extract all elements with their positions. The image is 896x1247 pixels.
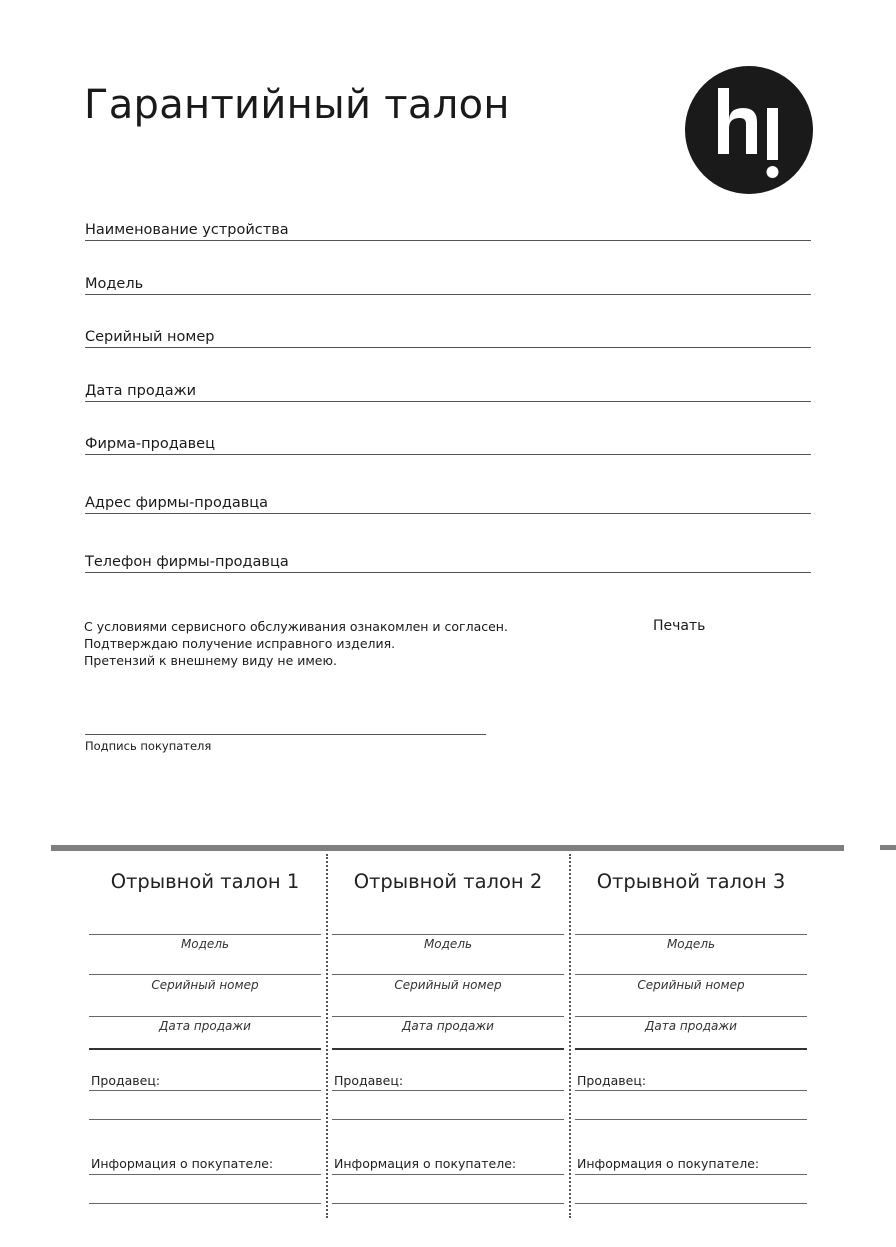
stub-title: Отрывной талон 1 (110, 870, 300, 893)
stub-line[interactable] (89, 1119, 321, 1120)
field-seller-address[interactable]: Адрес фирмы-продавца (85, 495, 811, 514)
stub-buyer-label: Информация о покупателе: (577, 1156, 760, 1171)
field-serial-number[interactable]: Серийный номер (85, 329, 811, 348)
stub-model-label: Модель (666, 937, 716, 951)
stub-seller-label: Продавец: (334, 1073, 404, 1088)
field-seller-company[interactable]: Фирма-продавец (85, 436, 811, 455)
stub-date-label: Дата продажи (402, 1019, 494, 1033)
stub-buyer-label: Информация о покупателе: (334, 1156, 517, 1171)
stub-seller-label: Продавец: (91, 1073, 161, 1088)
stub-line[interactable] (332, 1090, 564, 1091)
field-seller-phone[interactable]: Телефон фирмы-продавца (85, 554, 811, 573)
stub-line[interactable] (575, 1174, 807, 1175)
stub-title: Отрывной талон 3 (596, 870, 786, 893)
stub-line[interactable] (332, 1203, 564, 1204)
stub-line[interactable] (575, 1016, 807, 1017)
stub-line[interactable] (332, 974, 564, 975)
stub-line (575, 934, 807, 935)
field-device-name[interactable]: Наименование устройства (85, 222, 811, 241)
stub-date-label: Дата продажи (159, 1019, 251, 1033)
stub-line[interactable] (332, 1174, 564, 1175)
stub-line[interactable] (575, 1119, 807, 1120)
perforation-line (569, 854, 571, 1218)
page-title: Гарантийный талон (84, 82, 510, 128)
stub-serial-label: Серийный номер (151, 978, 259, 992)
stub-line (89, 934, 321, 935)
stub-line[interactable] (575, 1203, 807, 1204)
stub-model-label: Модель (423, 937, 473, 951)
agreement-line: С условиями сервисного обслуживания ознакомлен и согласен. (84, 619, 508, 634)
stub-model-label: Модель (180, 937, 230, 951)
agreement-line: Претензий к внешнему виду не имею. (84, 653, 337, 668)
stub-line[interactable] (332, 1016, 564, 1017)
stub-serial-label: Серийный номер (394, 978, 502, 992)
signature-line[interactable] (85, 734, 486, 735)
stub-line[interactable] (332, 1048, 564, 1050)
stub-line[interactable] (89, 1203, 321, 1204)
stub-line[interactable] (89, 974, 321, 975)
field-sale-date[interactable]: Дата продажи (85, 383, 811, 402)
stub-line[interactable] (575, 1090, 807, 1091)
stub-line[interactable] (575, 1048, 807, 1050)
signature-label: Подпись покупателя (85, 739, 212, 753)
stub-line[interactable] (89, 1048, 321, 1050)
stub-line[interactable] (89, 1090, 321, 1091)
hi-logo-icon (685, 66, 813, 194)
stub-line (332, 934, 564, 935)
stamp-label: Печать (653, 618, 706, 634)
stub-serial-label: Серийный номер (637, 978, 745, 992)
separator-mark (880, 845, 896, 850)
stub-date-label: Дата продажи (645, 1019, 737, 1033)
perforation-line (326, 854, 328, 1218)
stub-line[interactable] (89, 1174, 321, 1175)
stub-buyer-label: Информация о покупателе: (91, 1156, 274, 1171)
agreement-text (84, 618, 508, 669)
stub-line[interactable] (89, 1016, 321, 1017)
agreement-line: Подтверждаю получение исправного изделия. (84, 636, 396, 651)
stub-seller-label: Продавец: (577, 1073, 647, 1088)
stub-line[interactable] (575, 974, 807, 975)
tear-off-separator (51, 845, 844, 851)
field-model[interactable]: Модель (85, 276, 811, 295)
stub-title: Отрывной талон 2 (353, 870, 543, 893)
stub-line[interactable] (332, 1119, 564, 1120)
